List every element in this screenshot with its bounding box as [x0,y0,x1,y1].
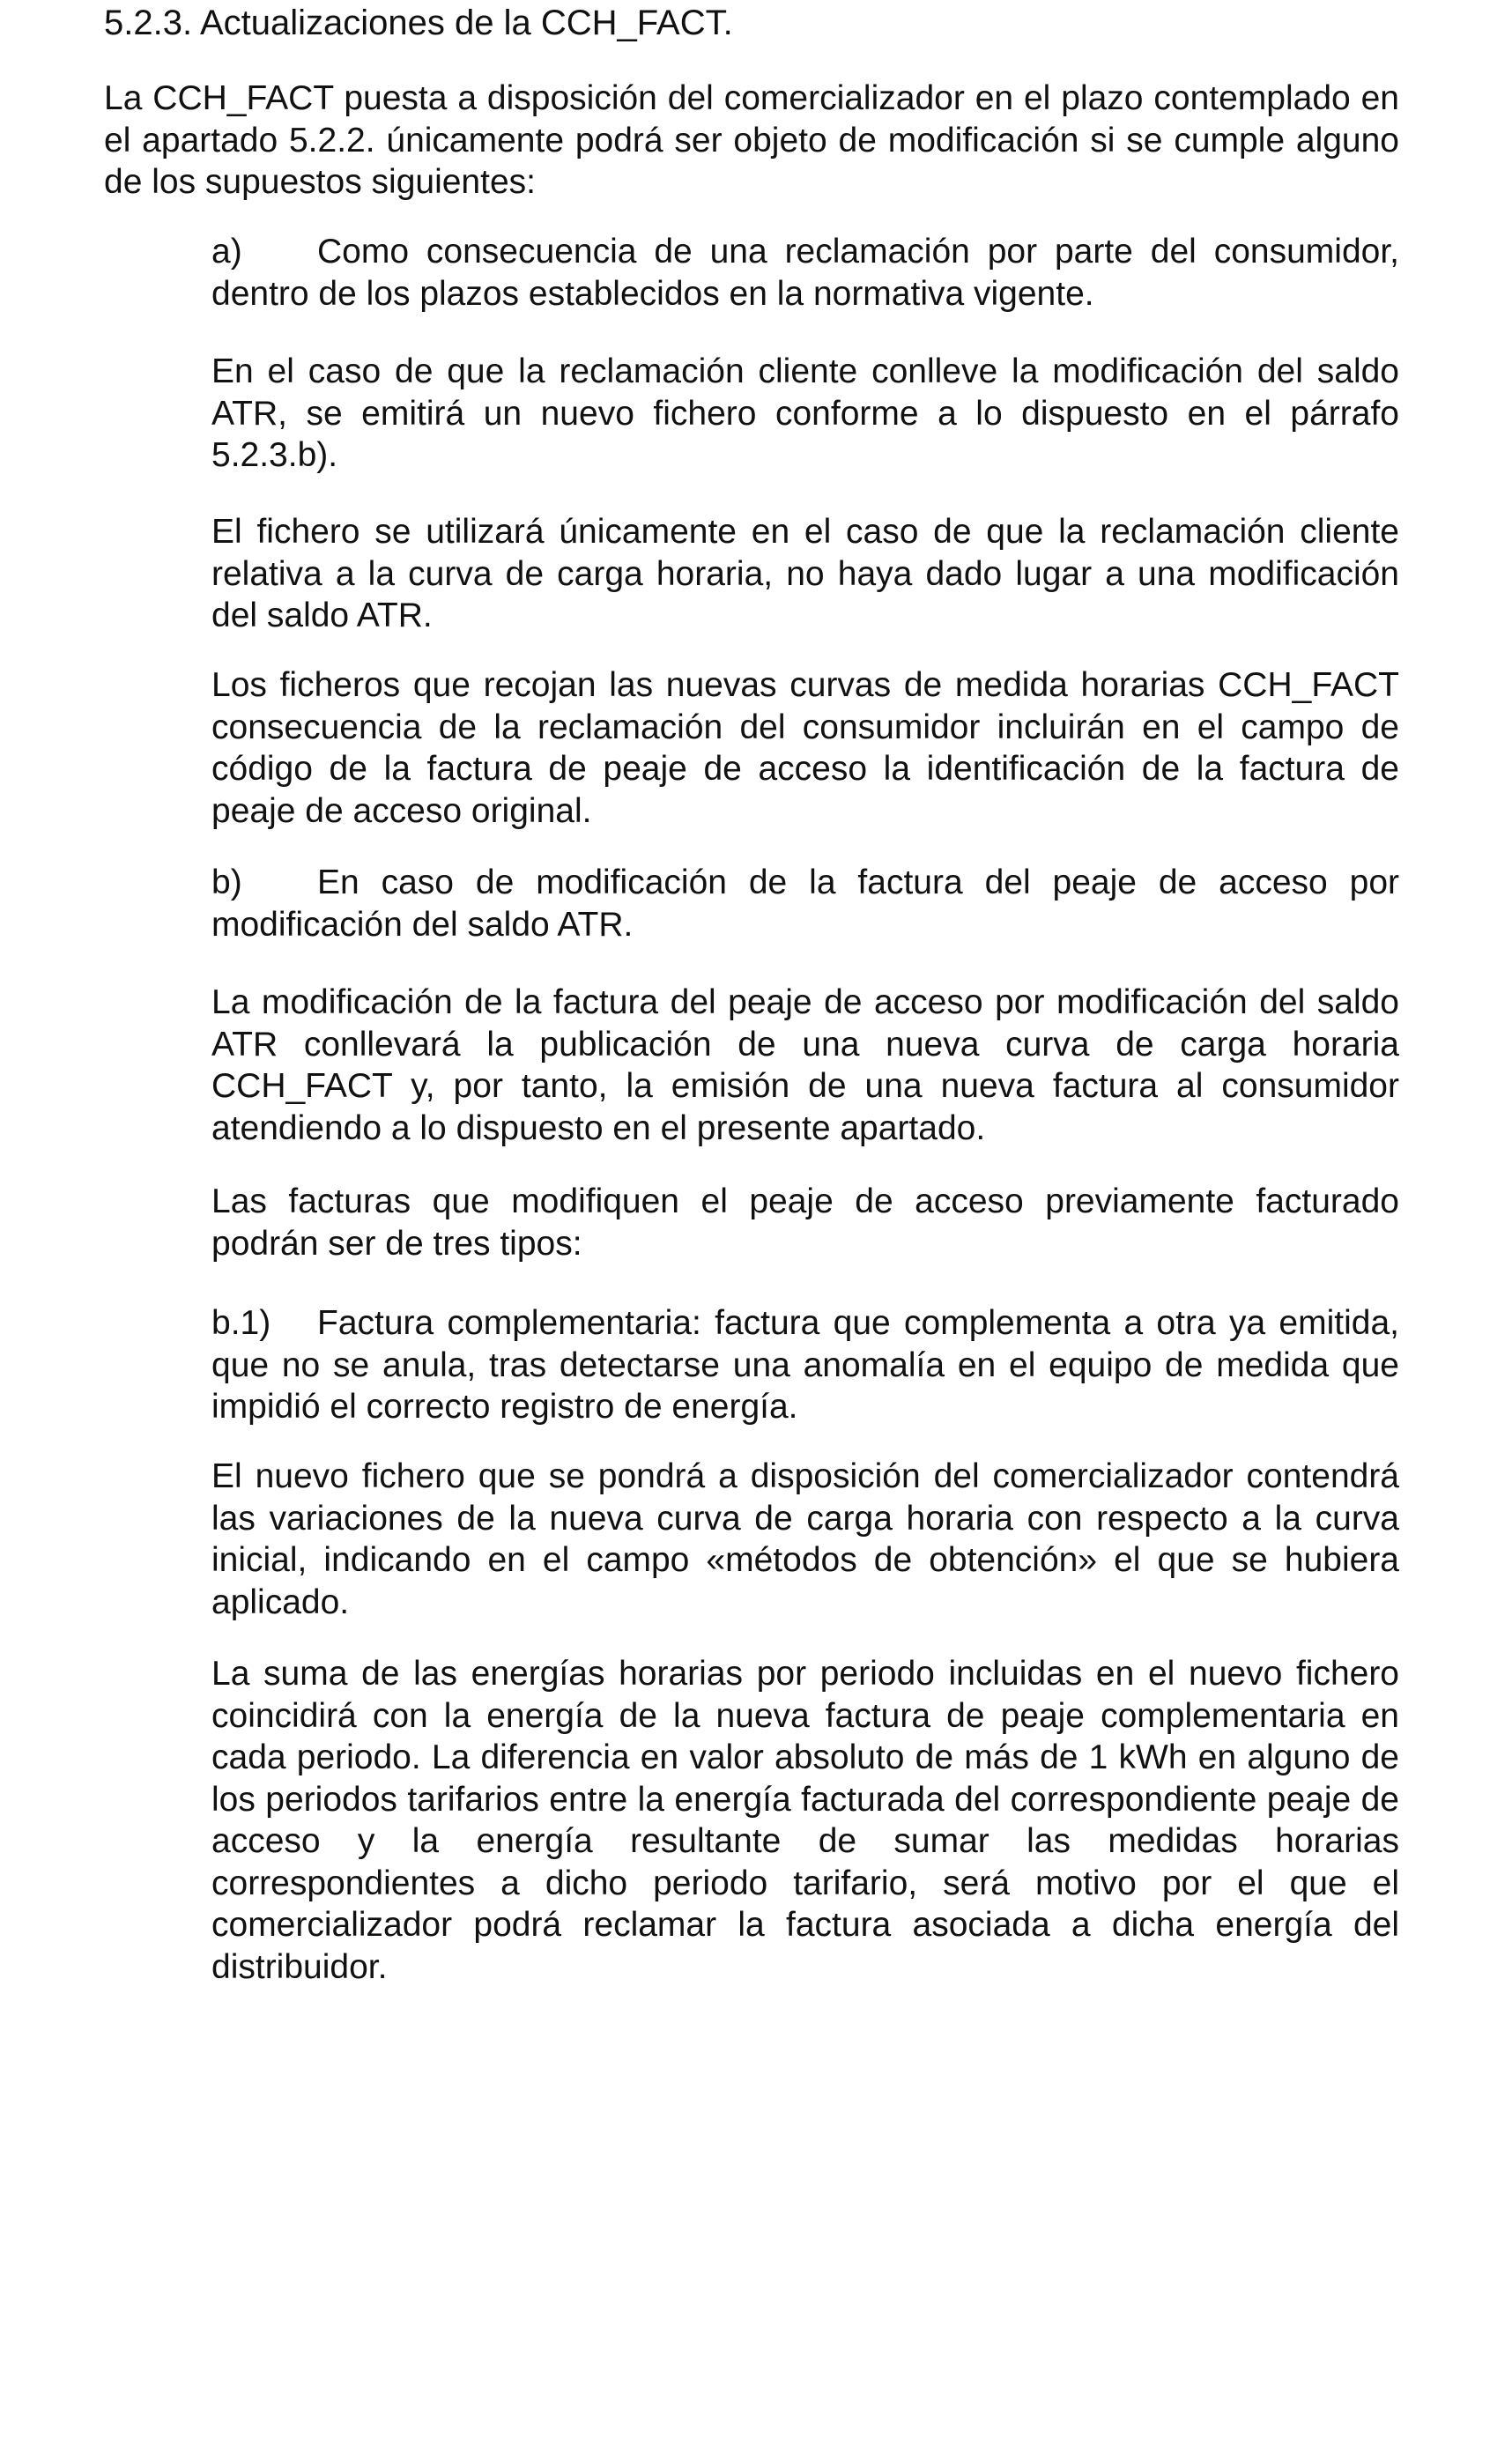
item-b-paragraph [211,862,1399,945]
item-a-paragraph-1: En el caso de que la reclamación cliente conlleve la modificación del saldo ATR, se emitirá un nuevo fichero conforme a lo dispuesto en el párrafo 5.2.3.b). [211,352,1399,474]
section-heading: 5.2.3. Actualizaciones de la CCH_FACT. [104,4,733,42]
item-b-text: En caso de modificación de la factura del peaje de acceso por modificación del saldo ATR. [211,864,1399,944]
item-a-paragraph-3: Los ficheros que recojan las nuevas curvas de medida horarias CCH_FACT consecuencia de la reclamación del consumidor incluirán en el campo de código de la factura de peaje de acceso la identificación de la factura de peaje de acceso original. [211,666,1399,830]
item-b-paragraph-1: La modificación de la factura del peaje de acceso por modificación del saldo ATR conllevará la publicación de una nueva curva de carga horaria CCH_FACT y, por tanto, la emisión de una nueva factura al consumidor atendiendo a lo dispuesto en el presente apartado. [211,983,1399,1147]
item-a-paragraph-2: El fichero se utilizará únicamente en el caso de que la reclamación cliente relativa a la curva de carga horaria, no haya dado lugar a una modificación del saldo ATR. [211,513,1399,634]
item-b1-text: Factura complementaria: factura que complementa a otra ya emitida, que no se anula, tras detectarse una anomalía en el equipo de medida que impidió el correcto registro de energía. [211,1304,1399,1426]
item-b1-label: b.1) [211,1304,271,1342]
item-b-paragraph-2: Las facturas que modifiquen el peaje de acceso previamente facturado podrán ser de tres tipos: [211,1182,1399,1263]
item-b1-paragraph-2: La suma de las energías horarias por periodo incluidas en el nuevo fichero coincidirá con la energía de la nueva factura de peaje complementaria en cada periodo. La diferencia en valor absoluto de más de 1 kWh en alguno de los periodos tarifarios entre la energía facturada del correspondiente peaje de acceso y la energía resultante de sumar las medidas horarias correspondientes a dicho periodo tarifario, será motivo por el que el comercializador podrá reclamar la factura asociada a dicha energía del distribuidor. [211,1655,1399,1986]
item-a-paragraph [211,231,1399,315]
item-a-text: Como consecuencia de una reclamación por parte del consumidor, dentro de los plazos establecidos en la normativa vigente. [211,233,1399,313]
item-b-label: b) [211,864,242,901]
item-a-label: a) [211,233,242,271]
intro-paragraph: La CCH_FACT puesta a disposición del comercializador en el plazo contemplado en el apartado 5.2.2. únicamente podrá ser objeto de modificación si se cumple alguno de los supuestos siguientes: [104,79,1399,201]
item-b1-paragraph [211,1302,1399,1428]
item-b1-paragraph-1: El nuevo fichero que se pondrá a disposición del comercializador contendrá las variaciones de la nueva curva de carga horaria con respecto a la curva inicial, indicando en el campo «métodos de obtención» el que se hubiera aplicado. [211,1457,1399,1621]
